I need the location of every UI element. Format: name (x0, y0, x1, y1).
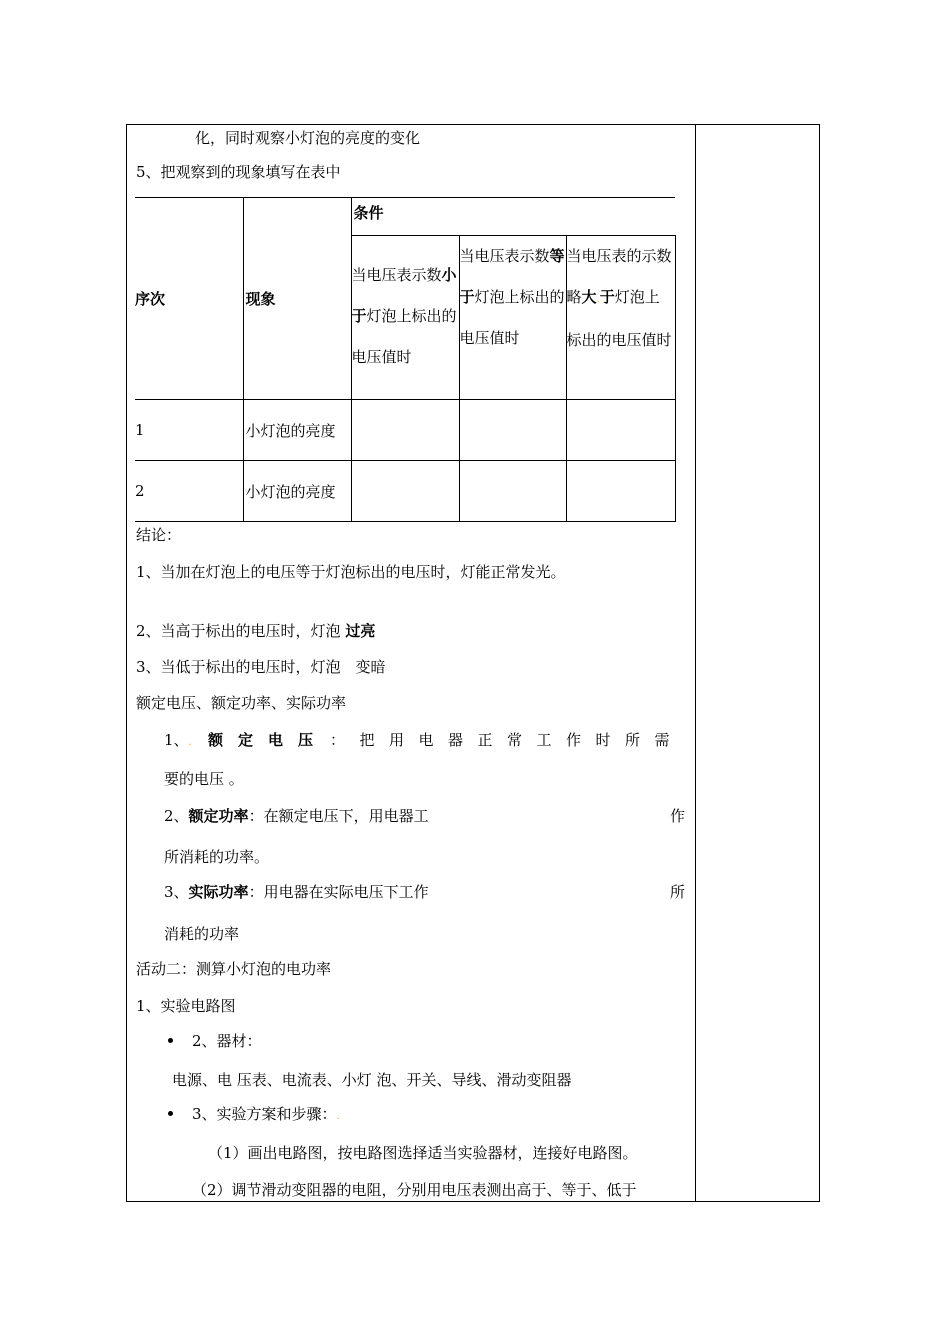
definition-3-cont: 消耗的功率 (164, 925, 240, 943)
definition-1-text: ：把用电器正常工作时所需 (330, 731, 685, 749)
column-divider (695, 124, 696, 1202)
conclusion-1: 1、当加在灯泡上的电压等于灯泡标出的电压时，灯能正常发光。 (136, 563, 566, 581)
conclusion-3: 3、当低于标出的电压时，灯泡 变暗 (136, 658, 386, 676)
text-line-1: 化，同时观察小灯泡的亮度的变化 (195, 129, 421, 147)
condition-less-than: 当电压表示数小于灯泡上标出的电压值时 (351, 236, 459, 400)
row-1-phenomenon: 小灯泡的亮度 (243, 400, 351, 461)
materials-list: 电源、电 压表、电流表、小灯 泡、开关、导线、滑动变阻器 (172, 1071, 572, 1089)
definition-3-tail: 所 (670, 883, 686, 901)
condition-equal: 当电压表示数等于灯泡上标出的电压值时 (459, 236, 566, 400)
row-2-phenomenon: 小灯泡的亮度 (243, 461, 351, 522)
procedure-step-1: （1）画出电路图，按电路图选择适当实验器材，连接好电路图。 (208, 1144, 638, 1162)
row-2-cell-2 (459, 461, 566, 522)
row-2-cell-1 (351, 461, 459, 522)
definition-1-num: 1、. (164, 731, 192, 749)
definition-2: 2、额定功率：在额定电压下，用电器工 (164, 807, 429, 825)
conclusion-title: 结论： (136, 526, 182, 544)
definition-2-cont: 所消耗的功率。 (164, 848, 270, 866)
row-1-cell-3 (566, 400, 675, 461)
activity2-step-1: 1、实验电路图 (136, 997, 236, 1015)
bullet-icon (168, 1111, 173, 1116)
definition-1-cont: 要的电压 。 (164, 770, 244, 788)
observation-table (135, 197, 676, 522)
activity2-step-3: 3、实验方案和步骤：. (192, 1105, 340, 1123)
header-phenomenon: 现象 (243, 198, 351, 400)
conclusion-2: 2、当高于标出的电压时，灯泡 过亮 (136, 622, 376, 640)
row-1-cell-1 (351, 400, 459, 461)
header-index: 序次 (135, 198, 243, 400)
row-1-cell-2 (459, 400, 566, 461)
procedure-step-2: （2）调节滑动变阻器的电阻，分别用电压表测出高于、等于、低于 (192, 1181, 637, 1199)
activity2-step-2: 2、器材： (192, 1032, 262, 1050)
definition-1-term: 额定电压 (208, 731, 329, 749)
row-2-cell-3 (566, 461, 675, 522)
header-condition: 条件 (351, 198, 675, 236)
concepts-title: 额定电压、额定功率、实际功率 (136, 694, 347, 712)
text-line-2: 5、把观察到的现象填写在表中 (136, 163, 341, 181)
condition-greater-than: 当电压表的示数略大.于灯泡上标出的电压值时 (566, 236, 675, 400)
row-1-index: 1 (135, 400, 243, 461)
definition-3: 3、实际功率：用电器在实际电压下工作 (164, 883, 429, 901)
row-2-index: 2 (135, 461, 243, 522)
activity2-title: 活动二：测算小灯泡的电功率 (136, 960, 332, 978)
bullet-icon (168, 1038, 173, 1043)
definition-2-tail: 作 (670, 807, 686, 825)
